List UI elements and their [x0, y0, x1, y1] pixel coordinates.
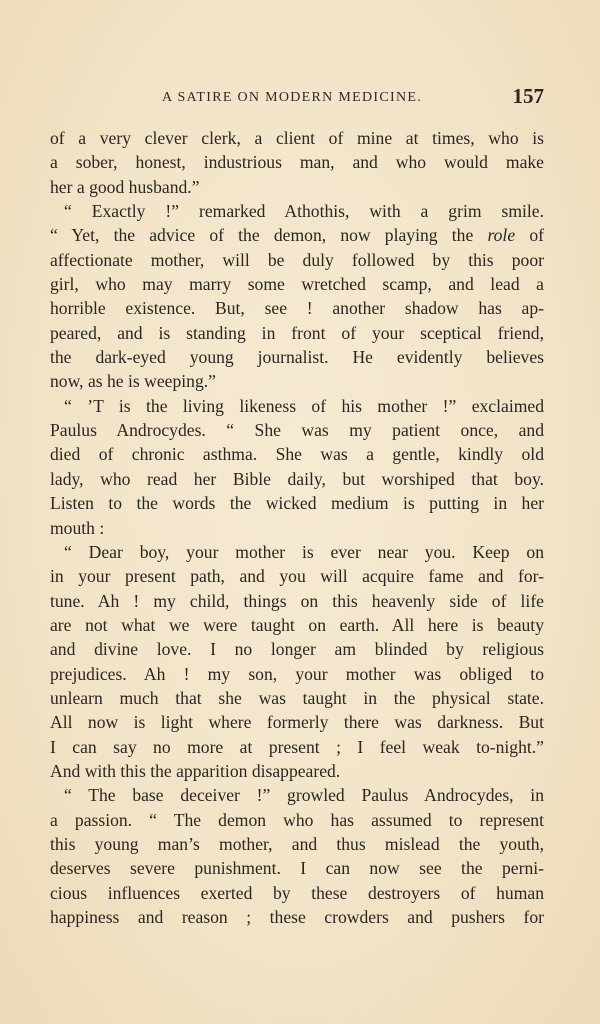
text-line: Paulus Androcydes. “ She was my patient once, and — [50, 420, 544, 441]
text-segment: of — [515, 225, 544, 246]
text-line: a passion. “ The demon who has assumed to represent — [50, 809, 544, 830]
text-line: I can say no more at present ; I feel weak to-night.” — [50, 736, 544, 757]
text-line: And with this the apparition disappeared. — [50, 760, 341, 781]
text-line: cious influences exerted by these destroyers of human — [50, 882, 544, 903]
text-line: tune. Ah ! my child, things on this heavenly side of life — [50, 590, 544, 611]
text-line: now, as he is weeping.” — [50, 371, 216, 392]
text-line: in your present path, and you will acquire fame and for- — [50, 566, 544, 587]
text-line: of a very clever clerk, a client of mine at times, who is — [50, 128, 544, 148]
text-line: the dark-eyed young journalist. He evidently believes — [50, 347, 544, 368]
text-line: deserves severe punishment. I can now see the perni- — [50, 858, 544, 879]
text-line: All now is light where formerly there was darkness. But — [50, 712, 544, 733]
body-text — [50, 126, 544, 929]
text-line: “ Exactly !” remarked Athothis, with a grim smile. — [64, 201, 544, 222]
text-segment: “ Yet, the advice of the demon, now playing the — [50, 225, 488, 246]
text-line: “ The base deceiver !” growled Paulus Androcydes, in — [64, 785, 544, 806]
text-line: girl, who may marry some wretched scamp, and lead a — [50, 274, 544, 295]
running-head — [52, 84, 546, 112]
text-line: this young man’s mother, and thus mislead the youth, — [50, 833, 544, 854]
page-number: 157 — [512, 84, 544, 108]
text-line: unlearn much that she was taught in the physical state. — [50, 687, 544, 708]
text-line: lady, who read her Bible daily, but worshiped that boy. — [50, 468, 544, 489]
text-line: peared, and is standing in front of your sceptical friend, — [50, 322, 544, 343]
running-title: A SATIRE ON MODERN MEDICINE. — [162, 90, 423, 105]
text-line: “ Dear boy, your mother is ever near you. Keep on — [64, 541, 544, 562]
text-line: “ ’T is the living likeness of his mother !” exclaimed — [64, 395, 544, 416]
text-line: mouth : — [50, 517, 105, 538]
text-line: are not what we were taught on earth. All here is beauty — [50, 614, 544, 635]
text-line: died of chronic asthma. She was a gentle, kindly old — [50, 444, 544, 465]
text-line: a sober, honest, industrious man, and who would make — [50, 152, 544, 173]
text-line: prejudices. Ah ! my son, your mother was obliged to — [50, 663, 544, 684]
text-line: and divine love. I no longer am blinded by religious — [50, 639, 544, 660]
text-line: her a good husband.” — [50, 176, 200, 197]
italic-word: role — [487, 225, 516, 246]
text-line: horrible existence. But, see ! another shadow has ap- — [50, 298, 544, 319]
text-line: affectionate mother, will be duly followed by this poor — [50, 249, 544, 270]
text-line: Listen to the words the wicked medium is putting in her — [50, 493, 544, 514]
text-line: happiness and reason ; these crowders and pushers for — [50, 907, 544, 927]
text-line — [50, 223, 544, 247]
